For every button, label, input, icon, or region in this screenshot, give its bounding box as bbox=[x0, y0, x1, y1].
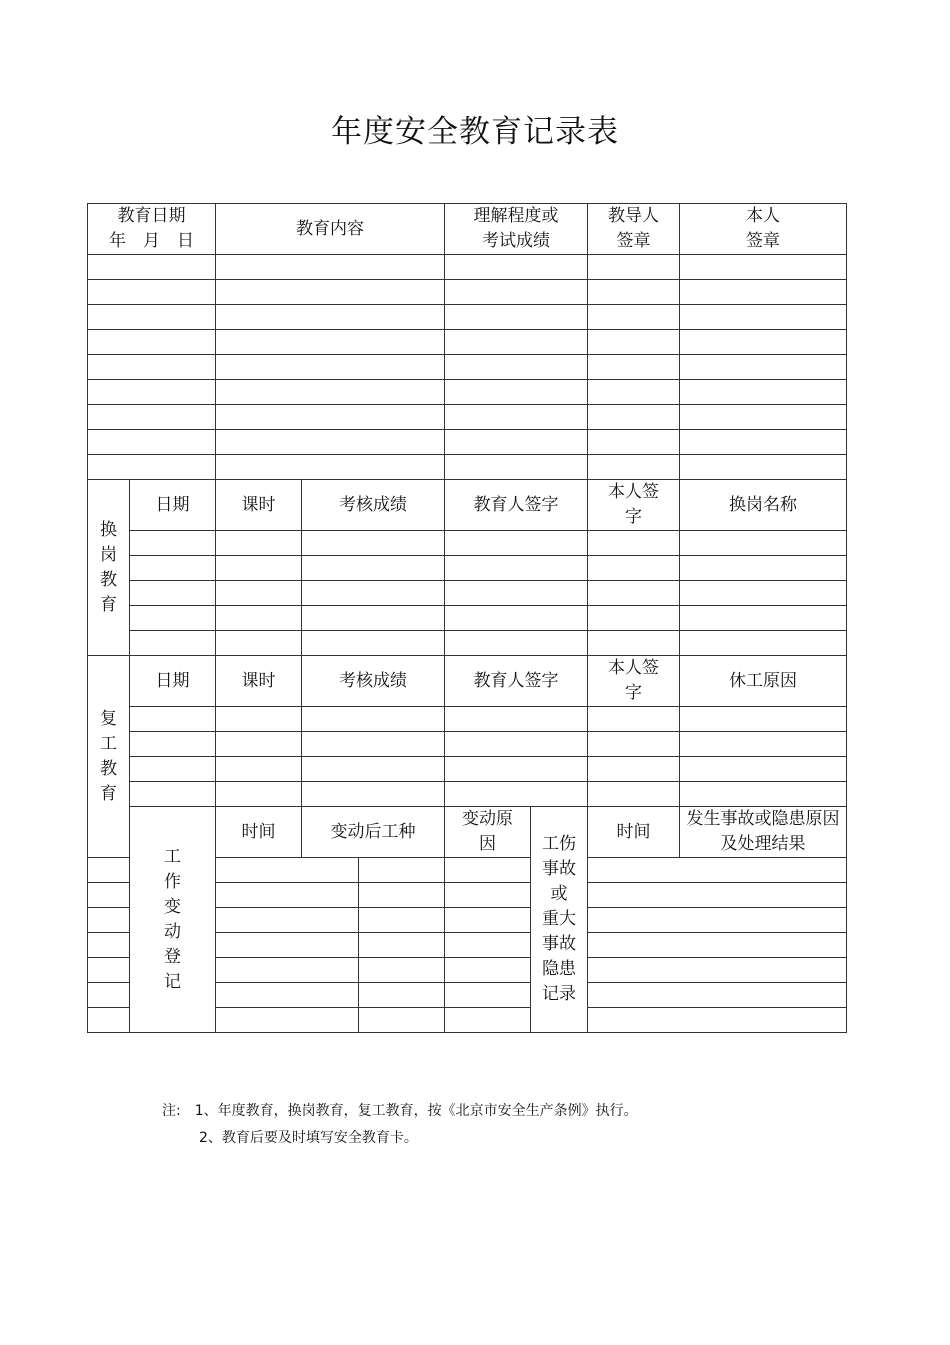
annual-row bbox=[88, 430, 847, 455]
return-row bbox=[88, 732, 847, 757]
annual-row bbox=[88, 255, 847, 280]
job-change-time-header: 时间 bbox=[216, 807, 302, 858]
job-change-section-label: 工 作 变 动 登 记 bbox=[130, 807, 216, 1033]
return-date-header: 日期 bbox=[130, 656, 216, 707]
return-assessment-header: 考核成绩 bbox=[302, 656, 445, 707]
annual-teacher-header: 教导人 签章 bbox=[588, 204, 680, 255]
return-educator-header: 教育人签字 bbox=[445, 656, 588, 707]
transfer-row bbox=[88, 531, 847, 556]
transfer-self-sign-header: 本人签 字 bbox=[588, 480, 680, 531]
return-self-sign-header: 本人签 字 bbox=[588, 656, 680, 707]
transfer-post-name-header: 换岗名称 bbox=[680, 480, 847, 531]
annual-self-header: 本人 签章 bbox=[680, 204, 847, 255]
education-record-table bbox=[87, 203, 847, 1033]
annual-score-header: 理解程度或 考试成绩 bbox=[445, 204, 588, 255]
return-hours-header: 课时 bbox=[216, 656, 302, 707]
page-title: 年度安全教育记录表 bbox=[331, 114, 619, 150]
return-row bbox=[88, 782, 847, 807]
accident-cause-header: 发生事故或隐患原因 及处理结果 bbox=[680, 807, 847, 858]
transfer-section-label: 换 岗 教 育 bbox=[88, 480, 130, 656]
job-change-header-row bbox=[88, 807, 847, 858]
return-row bbox=[88, 707, 847, 732]
return-row bbox=[88, 757, 847, 782]
annual-row bbox=[88, 405, 847, 430]
transfer-assessment-header: 考核成绩 bbox=[302, 480, 445, 531]
transfer-header-row bbox=[88, 480, 847, 531]
transfer-row bbox=[88, 606, 847, 631]
annual-row bbox=[88, 355, 847, 380]
transfer-hours-header: 课时 bbox=[216, 480, 302, 531]
transfer-row bbox=[88, 631, 847, 656]
annual-header-row bbox=[88, 204, 847, 255]
footnote-2: 2、教育后要及时填写安全教育卡。 bbox=[199, 1130, 418, 1146]
transfer-date-header: 日期 bbox=[130, 480, 216, 531]
accident-time-header: 时间 bbox=[588, 807, 680, 858]
annual-content-header: 教育内容 bbox=[216, 204, 445, 255]
return-section-label: 复 工 教 育 bbox=[88, 656, 130, 858]
job-change-new-job-header: 变动后工种 bbox=[302, 807, 445, 858]
annual-row bbox=[88, 455, 847, 480]
return-leave-reason-header: 休工原因 bbox=[680, 656, 847, 707]
annual-row bbox=[88, 280, 847, 305]
accident-section-label: 工伤 事故 或 重大 事故 隐患 记录 bbox=[531, 807, 588, 1033]
transfer-educator-header: 教育人签字 bbox=[445, 480, 588, 531]
footnotes bbox=[162, 1098, 638, 1152]
transfer-row bbox=[88, 581, 847, 606]
footnote-1: 注: 1、年度教育，换岗教育，复工教育，按《北京市安全生产条例》执行。 bbox=[162, 1103, 638, 1119]
transfer-row bbox=[88, 556, 847, 581]
annual-row bbox=[88, 305, 847, 330]
annual-date-header: 教育日期 年 月 日 bbox=[88, 204, 216, 255]
annual-row bbox=[88, 380, 847, 405]
annual-row bbox=[88, 330, 847, 355]
return-header-row bbox=[88, 656, 847, 707]
job-change-reason-header: 变动原 因 bbox=[445, 807, 531, 858]
